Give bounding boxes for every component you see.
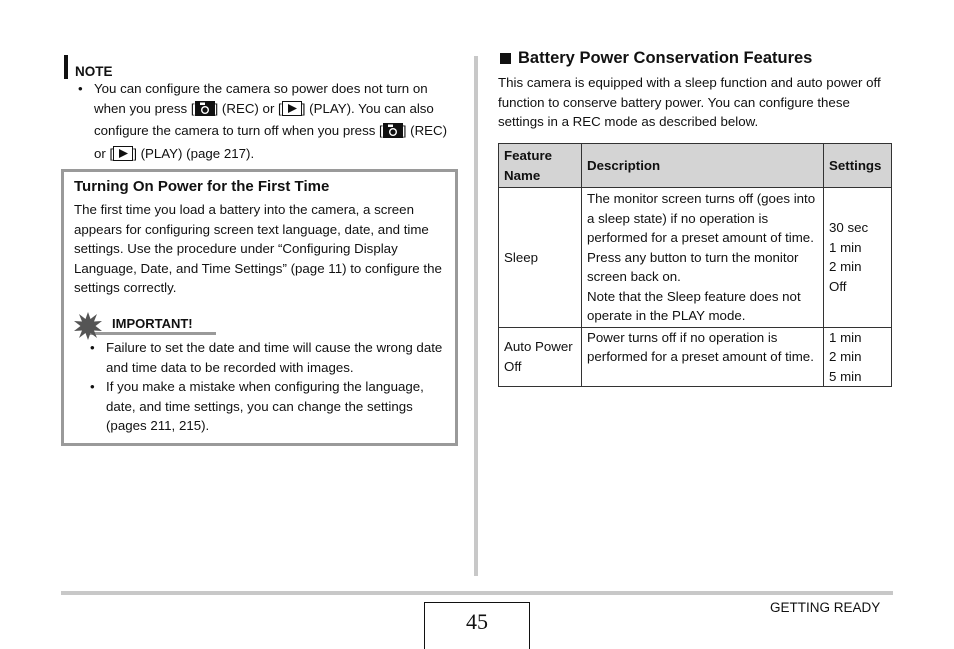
settings-cell: 30 sec 1 min 2 min Off xyxy=(824,188,892,328)
features-table xyxy=(498,143,892,387)
table-header-row xyxy=(499,144,892,188)
camera-icon xyxy=(383,123,403,144)
feature-cell: Auto Power Off xyxy=(499,327,582,387)
note-marker-bar xyxy=(64,55,68,79)
description-cell: The monitor screen turns off (goes into a sleep state) if no operation is performed for a preset amount of time. Press any button to turn the monitor screen back on. Note that the Sleep feature does not operate in the PLAY mode. xyxy=(582,188,824,328)
header-description: Description xyxy=(582,144,824,188)
play-icon xyxy=(282,101,302,122)
bullet-icon: • xyxy=(78,81,83,96)
important-list xyxy=(90,338,446,436)
first-time-title: Turning On Power for the First Time xyxy=(74,178,330,195)
column-divider xyxy=(474,56,478,576)
description-cell: Power turns off if no operation is performed for a preset amount of time. xyxy=(582,327,824,387)
note-list xyxy=(78,79,456,166)
bullet-icon: • xyxy=(90,379,95,394)
header-settings: Settings xyxy=(824,144,892,188)
bullet-icon: • xyxy=(90,340,95,355)
feature-cell: Sleep xyxy=(499,188,582,328)
play-icon xyxy=(113,146,133,167)
section-heading: Battery Power Conservation Features xyxy=(500,49,812,68)
settings-cell: 1 min 2 min 5 min xyxy=(824,327,892,387)
page-number: 45 xyxy=(424,602,530,649)
first-time-body: The first time you load a battery into the camera, a screen appears for configuring screen text language, date, and time settings. Use the procedure under “Configuring Display Language, Date, and Time Settings” (page 11) to configure the settings correctly. xyxy=(74,202,442,295)
important-underline xyxy=(88,332,216,335)
list-item: • If you make a mistake when configuring the language, date, and time settings, you can change the settings (pages 211, 215). xyxy=(90,379,424,433)
header-feature-name: Feature Name xyxy=(499,144,582,188)
square-bullet-icon xyxy=(500,53,511,64)
note-title: NOTE xyxy=(75,64,113,79)
table-row xyxy=(499,327,892,387)
table-row xyxy=(499,188,892,328)
section-intro: This camera is equipped with a sleep function and auto power off function to conserve battery power. You can configure these settings in a REC mode as described below. xyxy=(498,75,881,129)
camera-icon xyxy=(195,101,215,122)
section-name: GETTING READY xyxy=(770,600,881,615)
list-item: • You can configure the camera so power does not turn on when you press [ ] (REC) or [ ] (PLAY). You can also configure the camera to turn off when you press [ ] (REC) or [ ] (PLAY) (page 217). xyxy=(78,79,456,166)
footer-rule xyxy=(61,591,893,595)
list-item: • Failure to set the date and time will cause the wrong date and time data to be recorded with images. xyxy=(90,340,443,375)
important-title: IMPORTANT! xyxy=(112,316,193,331)
